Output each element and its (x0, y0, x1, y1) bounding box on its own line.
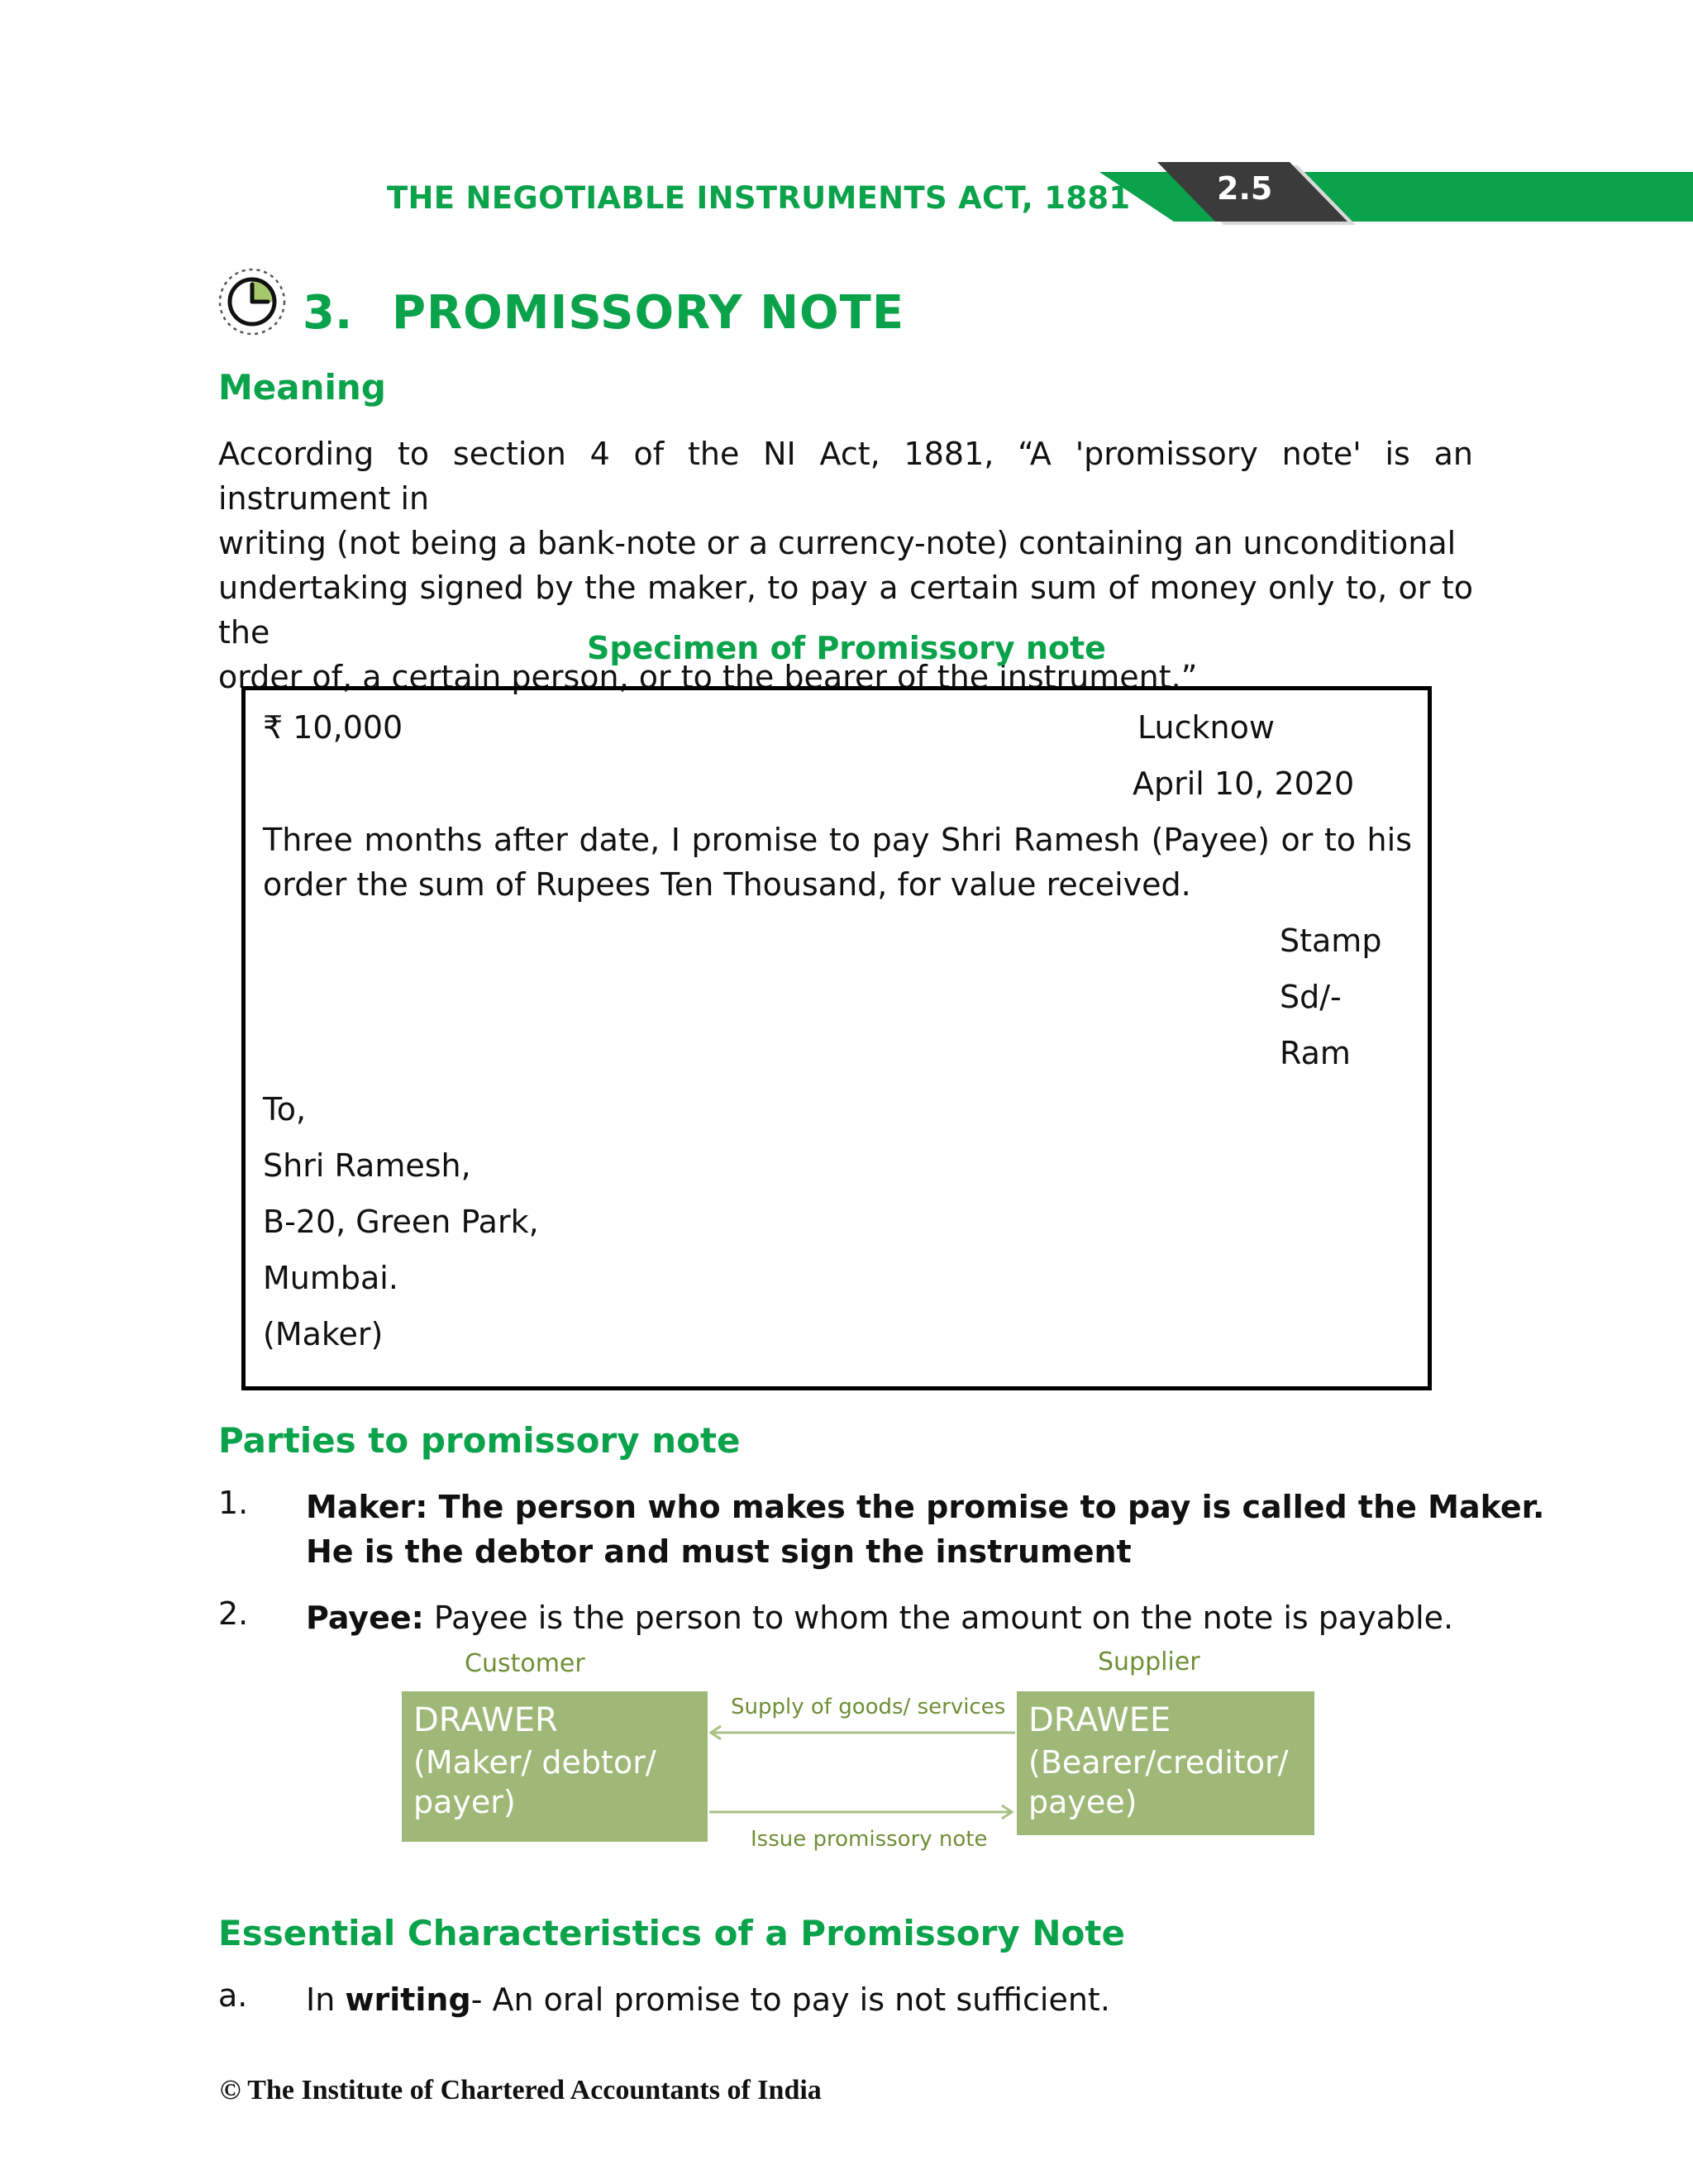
drawer-box (402, 1691, 708, 1842)
drawee-sub: (Bearer/creditor/ (1028, 1744, 1289, 1781)
note-body-line: order the sum of Rupees Ten Thousand, for value received. (263, 866, 1191, 903)
note-body-line: Three months after date, I promise to pay Shri Ramesh (Payee) or to his (263, 822, 1412, 858)
list-letter: a. (218, 1977, 248, 2014)
meaning-line: order of, a certain person, or to the bearer of the instrument.” (218, 659, 1198, 695)
party-maker-line: Maker: The person who makes the promise to pay is called the Maker. (306, 1489, 1545, 1525)
characteristic-term: writing (345, 1981, 471, 2018)
customer-label: Customer (465, 1649, 585, 1678)
chapter-number: 3. (303, 286, 353, 340)
meaning-line: writing (not being a bank-note or a currency-note) containing an unconditional (218, 525, 1457, 561)
drawer-title: DRAWER (413, 1701, 558, 1739)
note-signatory: Ram (1280, 1035, 1351, 1071)
party-payee-term: Payee: (306, 1600, 424, 1636)
supply-arrow-label: Supply of goods/ services (731, 1695, 1006, 1719)
footer-copyright: © The Institute of Chartered Accountants of India (220, 2075, 822, 2105)
note-address-line: Mumbai. (263, 1260, 398, 1296)
party-payee-text: Payee is the person to whom the amount on the note is payable. (423, 1600, 1454, 1636)
clock-icon (217, 266, 288, 337)
party-maker-line: He is the debtor and must sign the instrument (306, 1533, 1132, 1570)
characteristic-text: - An oral promise to pay is not sufficient. (470, 1981, 1110, 2018)
note-place: Lucknow (1137, 709, 1275, 746)
meaning-line: According to section 4 of the NI Act, 1881, “A 'promissory note' is an instrument in (218, 436, 1473, 517)
drawee-sub: payee) (1028, 1784, 1137, 1820)
meaning-heading: Meaning (218, 367, 386, 408)
note-stamp: Stamp (1280, 923, 1382, 959)
note-address-line: To, (263, 1091, 307, 1128)
note-date: April 10, 2020 (1133, 765, 1355, 802)
meaning-line: undertaking signed by the maker, to pay a certain sum of money only to, or to the (218, 570, 1473, 651)
note-address-line: Shri Ramesh, (263, 1147, 471, 1184)
note-address-line: (Maker) (263, 1316, 384, 1352)
page-number: 2.5 (1217, 170, 1273, 207)
supplier-label: Supplier (1098, 1648, 1200, 1676)
list-number: 2. (218, 1595, 249, 1632)
parties-heading: Parties to promissory note (218, 1420, 741, 1461)
drawee-title: DRAWEE (1028, 1701, 1171, 1739)
drawee-box (1017, 1691, 1314, 1835)
chapter-title: PROMISSORY NOTE (392, 286, 905, 340)
characteristics-heading: Essential Characteristics of a Promissory Note (218, 1913, 1125, 1953)
note-amount: ₹ 10,000 (263, 709, 403, 746)
party-payee (306, 1595, 1453, 1640)
specimen-caption: Specimen of Promissory note (587, 630, 1106, 666)
running-title: THE NEGOTIABLE INSTRUMENTS ACT, 1881 (387, 180, 1131, 216)
diagram-arrows (708, 1719, 1017, 1835)
list-number: 1. (218, 1485, 249, 1521)
issue-arrow-label: Issue promissory note (751, 1827, 988, 1852)
drawer-sub: payer) (413, 1784, 516, 1820)
note-address-line: B-20, Green Park, (263, 1204, 539, 1240)
drawer-sub: (Maker/ debtor/ (413, 1744, 656, 1781)
note-signature: Sd/- (1280, 979, 1342, 1015)
characteristic-item (306, 1977, 1110, 2022)
characteristic-prefix: In (306, 1981, 346, 2018)
